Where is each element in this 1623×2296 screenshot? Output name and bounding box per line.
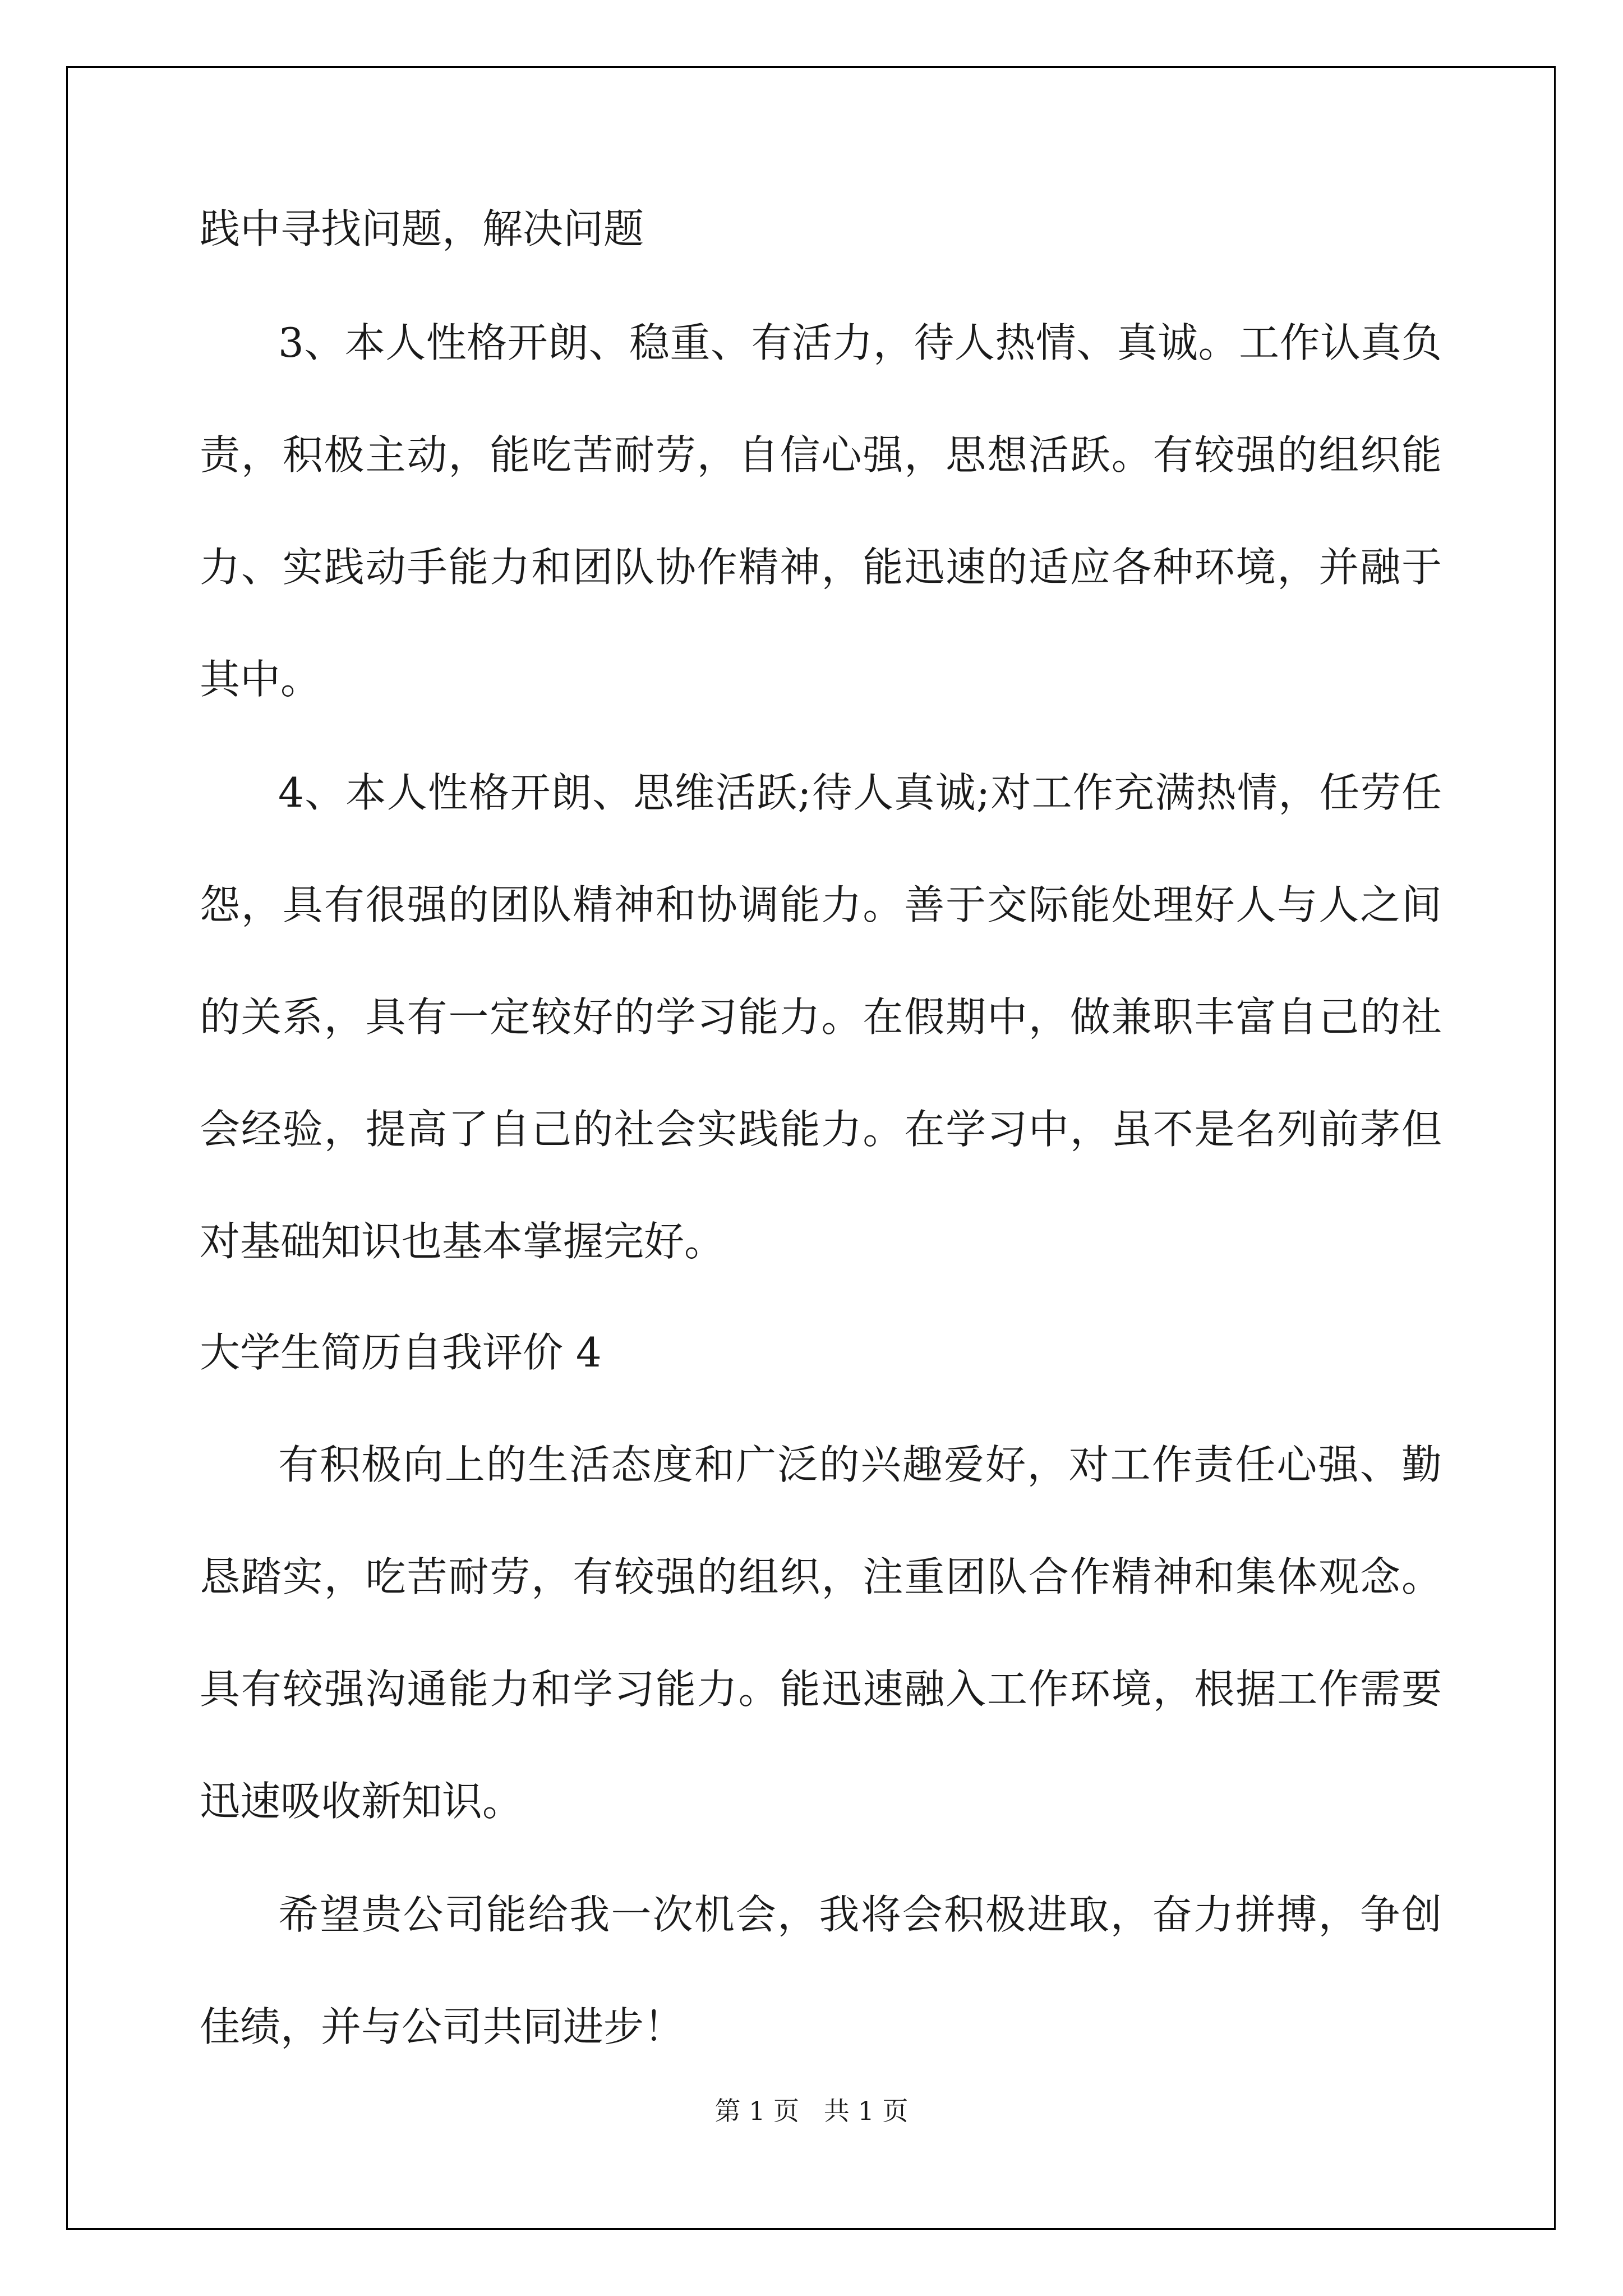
text-line: 具有较强沟通能力和学习能力。能迅速融入工作环境，根据工作需要 — [200, 1665, 1442, 1713]
text-line: 佳绩，并与公司共同进步！ — [200, 2003, 685, 2050]
text-line: 有积极向上的生活态度和广泛的兴趣爱好，对工作责任心强、勤 — [278, 1441, 1442, 1488]
section-heading: 大学生简历自我评价 4 — [200, 1329, 602, 1376]
text-line: 践中寻找问题，解决问题 — [200, 205, 644, 252]
text-line: 怨，具有很强的团队精神和协调能力。善于交际能处理好人与人之间 — [200, 881, 1442, 928]
text-line: 会经验，提高了自己的社会实践能力。在学习中，虽不是名列前茅但 — [200, 1106, 1442, 1153]
text-line: 希望贵公司能给我一次机会，我将会积极进取，奋力拼搏，争创 — [278, 1891, 1442, 1938]
text-line: 对基础知识也基本掌握完好。 — [200, 1218, 725, 1265]
text-line: 恳踏实，吃苦耐劳，有较强的组织，注重团队合作精神和集体观念。 — [200, 1553, 1442, 1600]
text-line: 责，积极主动，能吃苦耐劳，自信心强，思想活跃。有较强的组织能 — [200, 431, 1442, 478]
text-line: 其中。 — [200, 656, 321, 703]
page-footer: 第 1 页 共 1 页 — [714, 2096, 909, 2126]
text-line: 力、实践动手能力和团队协作精神，能迅速的适应各种环境，并融于 — [200, 544, 1442, 591]
text-line: 迅速吸收新知识。 — [200, 1778, 523, 1825]
text-line: 4、本人性格开朗、思维活跃;待人真诚;对工作充满热情，任劳任 — [278, 769, 1442, 816]
text-line: 3、本人性格开朗、稳重、有活力，待人热情、真诚。工作认真负 — [278, 319, 1442, 366]
text-line: 的关系，具有一定较好的学习能力。在假期中，做兼职丰富自己的社 — [200, 993, 1442, 1041]
